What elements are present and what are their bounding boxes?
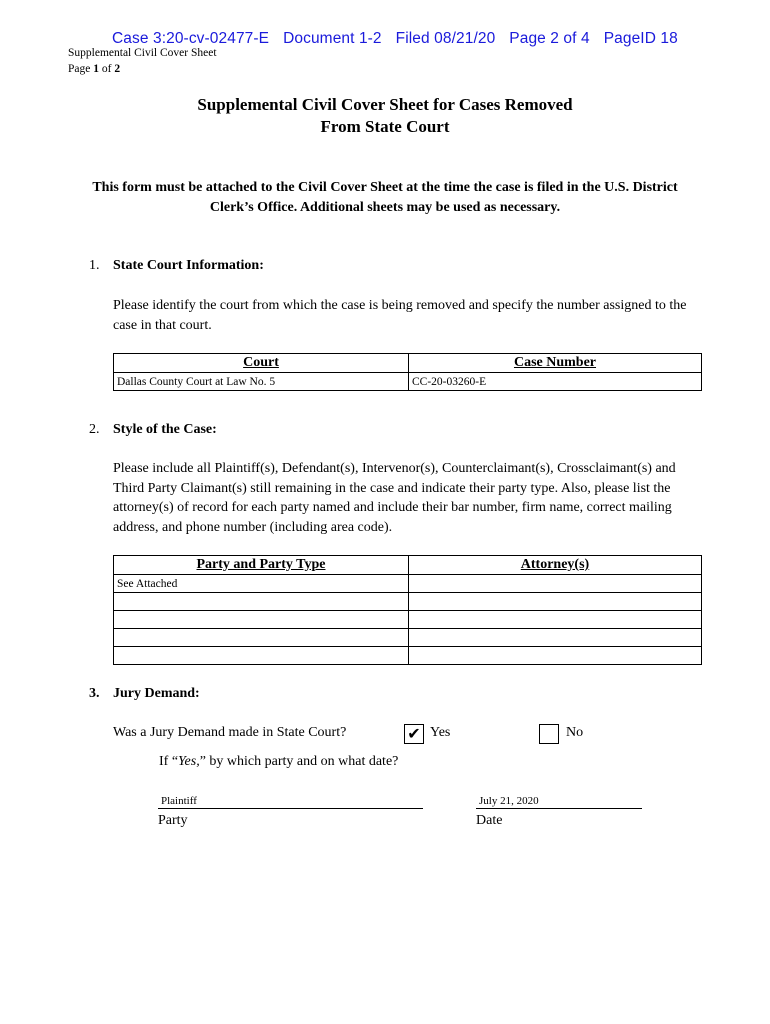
state-court-table — [113, 353, 702, 391]
case-number-column-header: Case Number — [409, 354, 702, 373]
section-2-heading: Style of the Case: — [113, 422, 217, 437]
section-1-instructions: Please identify the court from which the case is being removed and specify the number assigned to the case in that court. — [113, 298, 687, 333]
stamp-page: Page 2 of 4 — [509, 30, 590, 47]
attorney-cell[interactable] — [409, 647, 702, 665]
form-name: Supplemental Civil Cover Sheet — [68, 47, 217, 59]
ecf-header-stamp — [112, 30, 692, 48]
stamp-filed-date: Filed 08/21/20 — [395, 30, 496, 47]
section-2-instructions: Please include all Plaintiff(s), Defendant(s), Intervenor(s), Counterclaimant(s), Crossclaimant(s) and Third Party Claimant(s) still remaining in the case and indicate their party type. Also, please list the attorney(s) of record for each party named and include their bar number, firm name, correct mailing address, and phone number (including area code). — [113, 461, 676, 535]
table-row — [114, 611, 702, 629]
attorney-cell[interactable] — [409, 575, 702, 593]
no-checkbox[interactable] — [539, 724, 559, 744]
jury-demand-question: Was a Jury Demand made in State Court? — [113, 725, 347, 740]
section-1-heading: State Court Information: — [113, 258, 264, 273]
notice-line-1: This form must be attached to the Civil Cover Sheet at the time the case is filed in the U.S. District — [92, 180, 678, 195]
notice-line-2: Clerk’s Office. Additional sheets may be used as necessary. — [209, 200, 561, 215]
section-1-number: 1. — [89, 258, 100, 273]
party-cell[interactable] — [114, 629, 409, 647]
table-header-row — [114, 556, 702, 575]
party-cell[interactable] — [114, 611, 409, 629]
parties-table — [113, 555, 702, 665]
stamp-pageid: PageID 18 — [603, 30, 678, 47]
title-line-1: Supplemental Civil Cover Sheet for Cases Removed — [197, 95, 573, 114]
checkmark-icon: ✔ — [407, 726, 421, 743]
yes-checkbox[interactable] — [404, 724, 424, 744]
date-underline — [476, 808, 642, 809]
table-row — [114, 647, 702, 665]
date-caption: Date — [476, 813, 503, 828]
page-title — [0, 94, 770, 138]
date-value[interactable]: July 21, 2020 — [479, 795, 539, 807]
party-caption: Party — [158, 813, 188, 828]
table-row — [114, 373, 702, 391]
no-label: No — [566, 725, 584, 740]
attorney-cell[interactable] — [409, 611, 702, 629]
party-cell[interactable] — [114, 593, 409, 611]
court-cell[interactable]: Dallas County Court at Law No. 5 — [114, 373, 409, 391]
case-number-cell[interactable]: CC-20-03260-E — [409, 373, 702, 391]
party-cell[interactable]: See Attached — [114, 575, 409, 593]
section-2-number: 2. — [89, 422, 100, 437]
party-value[interactable]: Plaintiff — [161, 795, 197, 807]
page-indicator: Page 1 of 2 — [68, 63, 121, 75]
table-row — [114, 629, 702, 647]
form-notice — [60, 178, 710, 218]
attorney-cell[interactable] — [409, 629, 702, 647]
attorney-cell[interactable] — [409, 593, 702, 611]
table-row — [114, 575, 702, 593]
yes-label: Yes — [430, 725, 451, 740]
section-3-heading: Jury Demand: — [113, 686, 200, 701]
table-row — [114, 593, 702, 611]
party-column-header: Party and Party Type — [114, 556, 409, 575]
jury-followup-question: If “Yes,” by which party and on what date? — [159, 754, 399, 769]
stamp-case-number: Case 3:20-cv-02477-E — [112, 30, 270, 47]
party-cell[interactable] — [114, 647, 409, 665]
title-line-2: From State Court — [320, 117, 450, 136]
stamp-document: Document 1-2 — [283, 30, 382, 47]
court-column-header: Court — [114, 354, 409, 373]
table-header-row — [114, 354, 702, 373]
attorney-column-header: Attorney(s) — [409, 556, 702, 575]
section-3-number: 3. — [89, 686, 100, 701]
party-underline — [158, 808, 423, 809]
